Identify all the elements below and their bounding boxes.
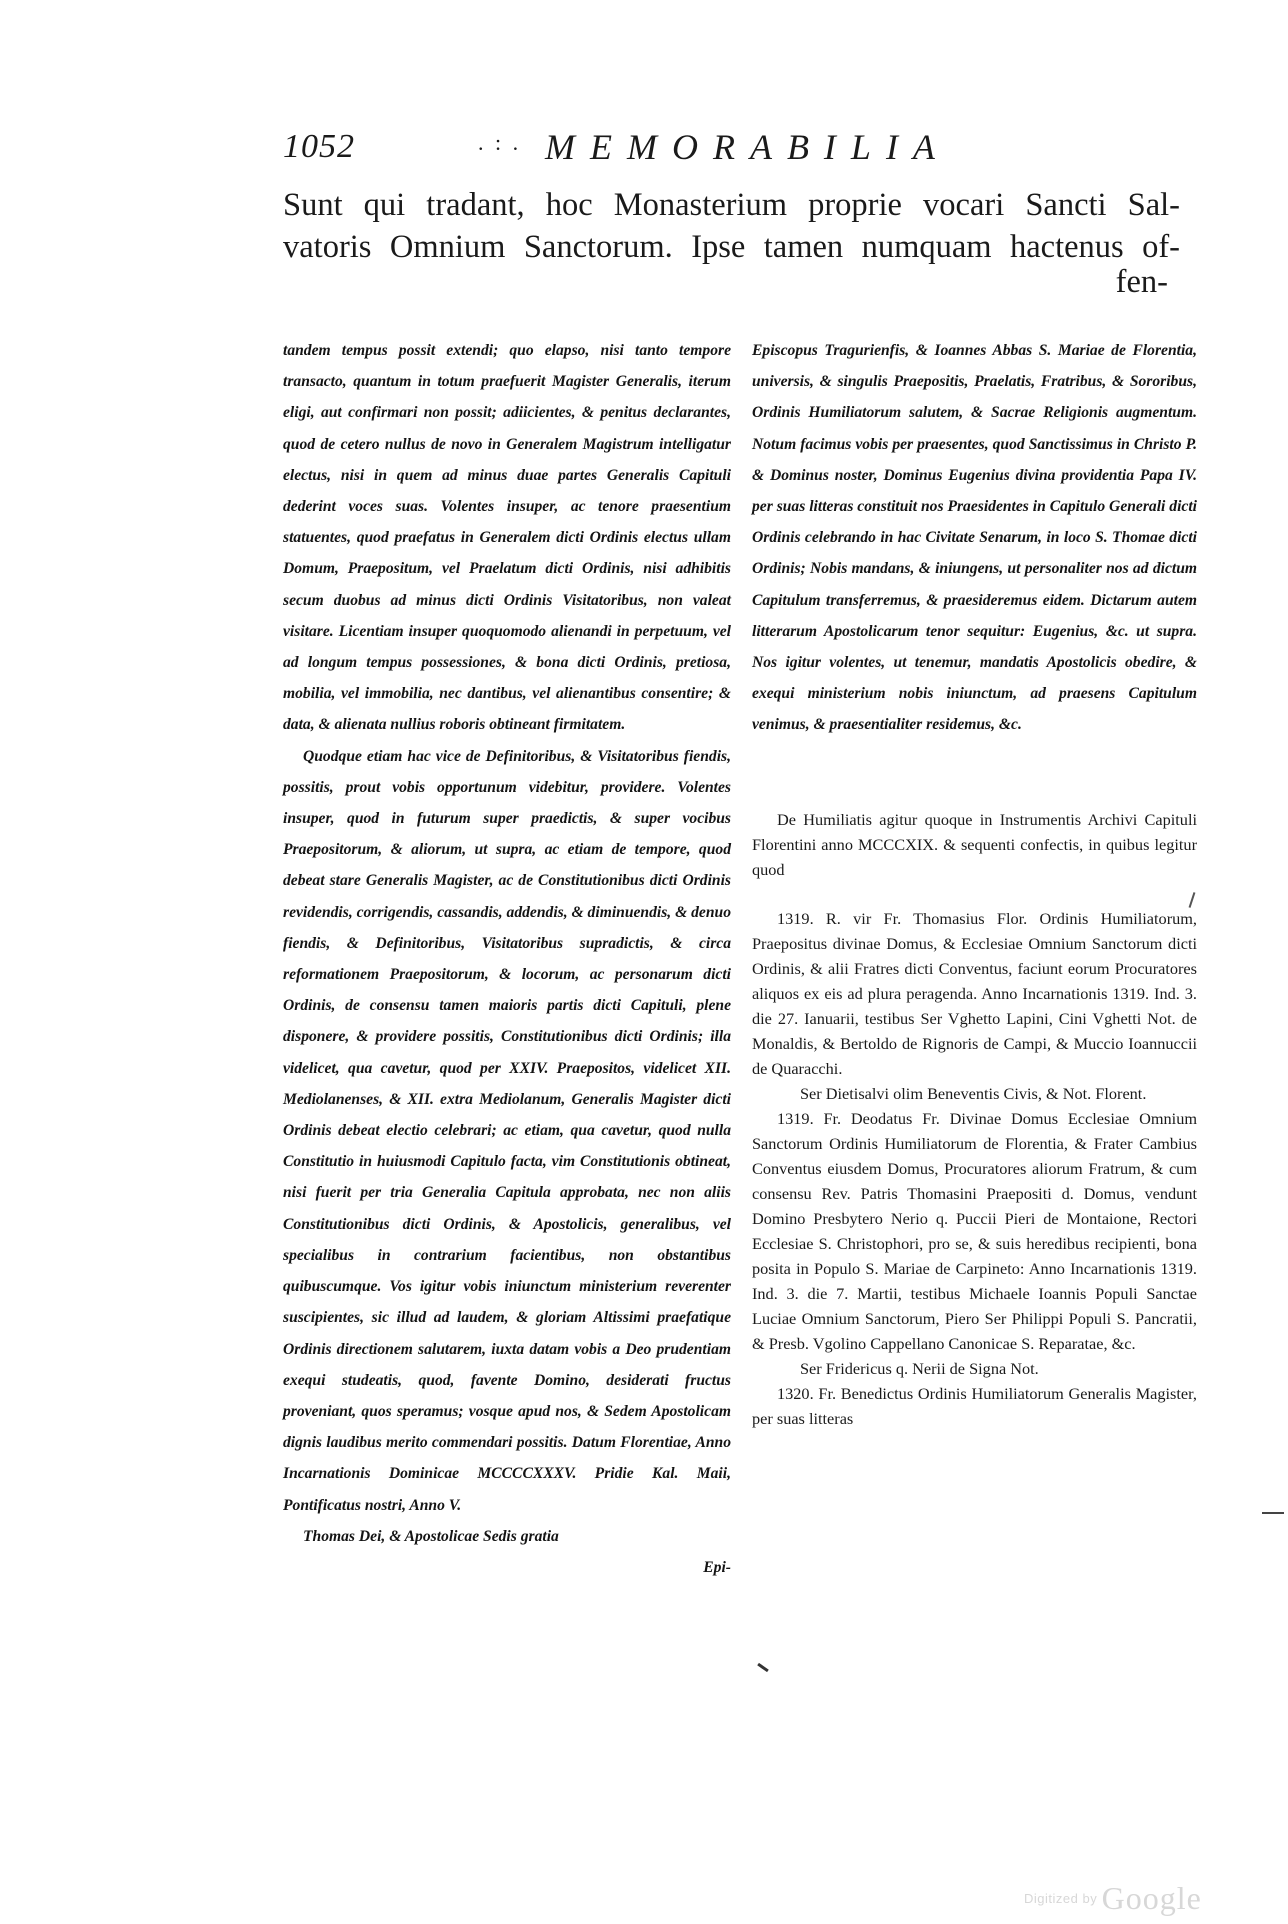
bottom-mark: [757, 1663, 769, 1672]
margin-dash: [1262, 1512, 1284, 1514]
watermark-caption: Digitized by: [1024, 1891, 1098, 1906]
right-italic-paragraph: Episcopus Tragurienfis, & Ioannes Abbas S. Mariae de Florentia, universis, & singulis Praepositis, Praelatis, Fratribus, & Sororibus, Ordinis Humiliatorum salutem, & Sacrae Religionis augmentum. Notum facimus vobis per praesentes, quod Sanctissimus in Christo P. & Dominus noster, Dominus Eugenius divina providentia Papa IV. per suas litteras constituit nos Praesidentes in Capitulo Generali dicti Ordinis celebrando in hac Civitate Senarum, in loco S. Thomae dicti Ordinis; Nobis mandans, & iniungens, ut personaliter nos ad dictum Capitulum transferremus, & praesideremus eidem. Dictarum autem litterarum Apostolicarum tenor sequitur: Eugenius, &c. ut supra. Nos igitur volentes, ut tenemur, mandatis Apostolicis obedire, & exequi ministerium nobis iniunctum, ad praesens Capitulum venimus, & praesentialiter residemus, &c.: [752, 342, 1197, 734]
left-paragraph-1: tandem tempus possit extendi; quo elapso, nisi tanto tempore transacto, quantum in totum praefuerit Magister Generalis, iterum eligi, aut confirmari non possit; adiicientes, & penitus declarantes, quod de cetero nullus de novo in Generalem Magistrum intelligatur electus, nisi in quem ad minus duae partes Generalis Capituli dederint voces suas. Volentes insuper, ac tenore praesentium statuentes, quod praefatus in Generalem dicti Ordinis electus ullam Domum, Praepositum, vel Praelatum dicti Ordinis, nisi adhibitis secum duobus ad minus dicti Ordinis Visitatoribus, non valeat visitare. Licentiam insuper quoquomodo alienandi in perpetuum, vel ad longum tempus possessiones, & bona dicti Ordinis, pretiosa, mobilia, vel immobilia, nec dantibus, vel alienantibus consentire; & data, & alienata nullius roboris obtineant firmitatem.: [283, 342, 731, 734]
watermark-logo: Google: [1101, 1880, 1202, 1916]
left-paragraph-3: Thomas Dei, & Apostolicae Sedis gratia: [303, 1527, 559, 1545]
right-paragraph-1319a: 1319. R. vir Fr. Thomasius Flor. Ordinis Humiliatorum, Praepositus divinae Domus, & Ecclesiae Omnium Sanctorum dicti Ordinis, & alii Fratres dicti Conventus, faciunt eorum Procuratores aliquos ex eis ad plura peragenda. Anno Incarnationis 1319. Ind. 3. die 27. Ianuarii, testibus Ser Vghetto Lapini, Cini Vghetti Not. de Monaldis, & Bertoldo de Rignoris de Campi, & Muccio Ioannuccii de Quaracchi.: [752, 909, 1197, 1078]
digitization-watermark: [1024, 1880, 1202, 1917]
left-column: [283, 335, 731, 1583]
left-catchword: Epi-: [703, 1558, 731, 1576]
left-paragraph-2: Quodque etiam hac vice de Definitoribus, & Visitatoribus fiendis, possitis, prout vobis opportunum videbitur, providere. Volentes insuper, quod in futurum super praedictis, & super vocibus Praepositorum, & aliorum, ut supra, ac etiam de tempore, quod debeat stare Generalis Magister, ac de Constitutionibus dicti Ordinis revidendis, corrigendis, cassandis, addendis, & diminuendis, & denuo fiendis, & Definitoribus, Visitatoribus supradictis, & circa reformationem Praepositorum, & locorum, ac personarum dicti Ordinis, de consensu tamen maioris partis dicti Capituli, plene disponere, & providere possitis, Constitutionibus dicti Ordinis; illa videlicet, qua cavetur, quod per XXIV. Praepositos, videlicet XII. Mediolanenses, & XII. extra Mediolanum, Generalis Magister dicti Ordinis debeat electio celebrari; ac etiam, qua cavetur, quod nulla Constitutio in huiusmodi Capitulo facta, vim Constitutionis obtineat, nisi fuerit per tria Generalia Capitula approbata, nec non aliis Constitutionibus dicti Ordinis, & Apostolicis, generalibus, vel specialibus in contrarium facientibus, non obstantibus quibuscumque. Vos igitur vobis iniunctum ministerium reverenter suscipientes, sic illud ad laudem, & gloriam Altissimi praefatique Ordinis directionem salutarem, iuxta datam vobis a Deo prudentiam exequi studeatis, quod, favente Domino, desiderati fructus proveniant, quos speramus; vosque apud nos, & Sedem Apostolicam dignis laudibus merito commendari possitis. Datum Florentiae, Anno Incarnationis Dominicae MCCCCXXXV. Pridie Kal. Maii, Pontificatus nostri, Anno V.: [283, 747, 731, 1514]
running-title: MEMORABILIA: [545, 127, 950, 167]
signature-2: Ser Fridericus q. Nerii de Signa Not.: [800, 1359, 1039, 1378]
right-paragraph-1319b: 1319. Fr. Deodatus Fr. Divinae Domus Ecclesiae Omnium Sanctorum Ordinis Humiliatorum de Florentia, & Frater Cambius Conventus eiusdem Domus, Procuratores aliorum Fratrum, & cum consensu Rev. Patris Thomasini Praepositi d. Domus, vendunt Domino Presbytero Nerio q. Puccii Pieri de Montaione, Rectori Ecclesiae S. Christophori, pro se, & suis heredibus recipienti, bona posita in Populo S. Mariae de Carpineto: Anno Incarnationis 1319. Ind. 3. die 7. Martii, testibus Michaele Ioannis Populi Sanctae Luciae Omnium Sanctorum, Piero Ser Philippi Populi S. Pancratii, & Presb. Vgolino Cappellano Canonicae S. Reparatae, &c.: [752, 1109, 1197, 1353]
signature-1: Ser Dietisalvi olim Beneventis Civis, & Not. Florent.: [800, 1084, 1147, 1103]
right-paragraph-1320: 1320. Fr. Benedictus Ordinis Humiliatorum Generalis Magister, per suas litteras: [752, 1384, 1197, 1428]
page-number: 1052: [283, 128, 355, 165]
running-head: [283, 128, 983, 178]
intro-catchword: fen-: [1115, 264, 1168, 300]
intro-line-2: vatoris Omnium Sanctorum. Ipse tamen numquam hactenus of-: [283, 229, 1180, 265]
right-column-roman: [752, 807, 1197, 1431]
header-ornament: . : .: [478, 130, 522, 155]
right-intro-paragraph: De Humiliatis agitur quoque in Instrumentis Archivi Capituli Florentini anno MCCCXIX. & sequenti confectis, in quibus legitur quod: [752, 810, 1197, 879]
intro-line-1: Sunt qui tradant, hoc Monasterium proprie vocari Sancti Sal-: [283, 187, 1180, 223]
right-column-italic: [752, 335, 1197, 741]
intro-paragraph: [283, 184, 1180, 268]
